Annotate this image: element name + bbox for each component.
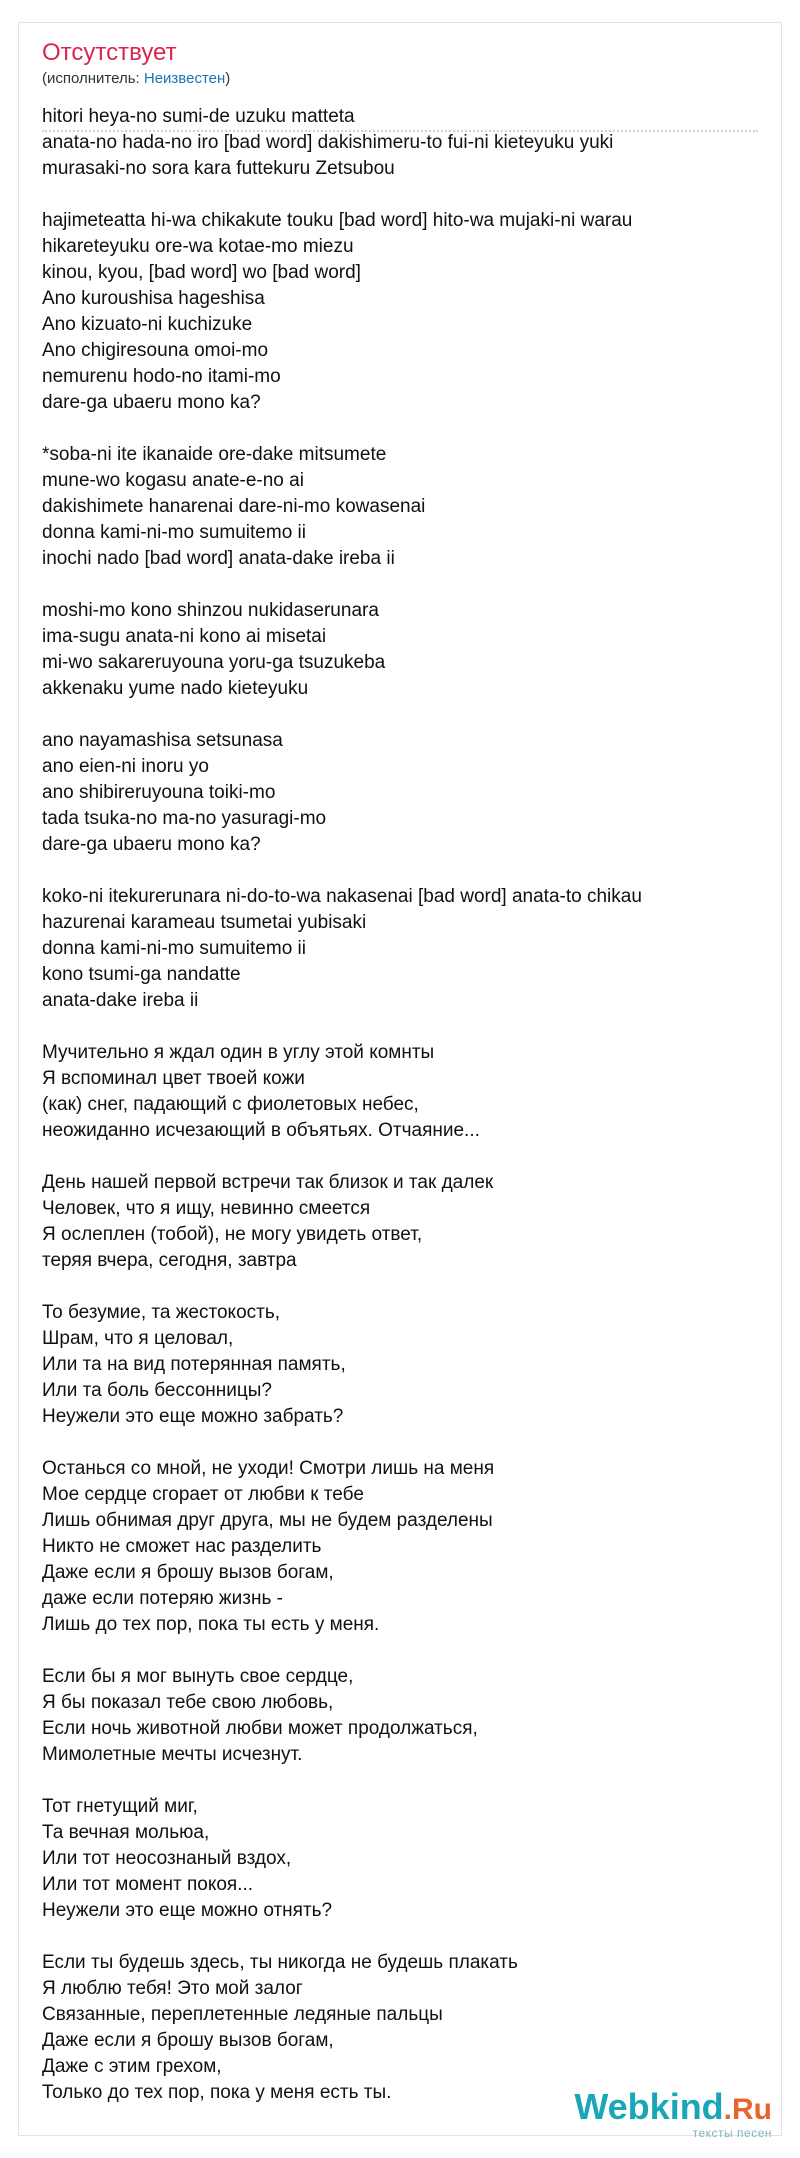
lyrics-blank-line [42,416,762,442]
lyrics-line: akkenaku yume nado kieteyuku [42,678,309,699]
artist-suffix: ) [225,70,231,87]
lyrics-line: Мучительно я ждал один в углу этой комнты [42,1042,435,1063]
lyrics-line: ima-sugu anata-ni kono ai misetai [42,626,327,647]
lyrics-line: mi-wo sakareruyouna yoru-ga tsuzukeba [42,652,386,673]
lyrics-line: Или тот неосознаный вздох, [42,1848,292,1869]
lyrics-line: inochi nado [bad word] anata-dake ireba ii [42,548,395,569]
lyrics-line: kinou, kyou, [bad word] wo [bad word] [42,262,361,283]
lyrics-line: Лишь до тех пор, пока ты есть у меня. [42,1614,380,1635]
lyrics-line: Я вспоминал цвет твоей кожи [42,1068,305,1089]
lyrics-line: Ano kuroushisa hageshisa [42,288,265,309]
lyrics-blank-line [42,1768,762,1794]
lyrics-line: Если ты будешь здесь, ты никогда не будешь плакать [42,1952,518,1973]
lyrics-line: Ano chigiresouna omoi-mo [42,340,269,361]
artist-prefix: (исполнитель: [42,70,144,87]
lyrics-line: Даже если я брошу вызов богам, [42,1562,334,1583]
lyrics-line: tada tsuka-no ma-no yasuragi-mo [42,808,327,829]
logo-domain: .Ru [723,2093,772,2126]
lyrics-line: Лишь обнимая друг друга, мы не будем разделены [42,1510,493,1531]
lyrics-line: hazurenai karameau tsumetai yubisaki [42,912,367,933]
lyrics-line: (как) снег, падающий с фиолетовых небес, [42,1094,419,1115]
lyrics-line: теряя вчера, сегодня, завтра [42,1250,297,1271]
lyrics-line: Если ночь животной любви может продолжаться, [42,1718,478,1739]
lyrics-blank-line [42,1014,762,1040]
song-title: Отсутствует [42,39,177,66]
lyrics-line: mune-wo kogasu anate-e-no ai [42,470,304,491]
lyrics-line: Никто не сможет нас разделить [42,1536,322,1557]
lyrics-line: ano nayamashisa setsunasa [42,730,283,751]
lyrics-line: hajimeteatta hi-wa chikakute touku [bad word] hito-wa mujaki-ni warau [42,210,633,231]
lyrics-line: День нашей первой встречи так близок и так далек [42,1172,494,1193]
lyrics-blank-line [42,572,762,598]
lyrics-text [42,104,762,2106]
logo-tagline: тексты песен [692,2126,772,2140]
lyrics-line: Я люблю тебя! Это мой залог [42,1978,303,1999]
lyrics-line: dakishimete hanarenai dare-ni-mo kowasenai [42,496,426,517]
lyrics-line: dare-ga ubaeru mono ka? [42,834,261,855]
lyrics-blank-line [42,1274,762,1300]
song-header [42,38,758,88]
lyrics-line: Только до тех пор, пока у меня есть ты. [42,2082,392,2103]
lyrics-line: ano eien-ni inoru yo [42,756,209,777]
lyrics-line: Мимолетные мечты исчезнут. [42,1744,303,1765]
lyrics-line: Даже если я брошу вызов богам, [42,2030,334,2051]
lyrics-line: То безумие, та жестокость, [42,1302,281,1323]
lyrics-line: Или тот момент покоя... [42,1874,254,1895]
lyrics-line: Человек, что я ищу, невинно смеется [42,1198,371,1219]
lyrics-line: anata-no hada-no iro [bad word] dakishimeru-to fui-ni kieteyuku yuki [42,132,614,153]
logo-wordmark [574,2086,772,2128]
lyrics-line: ano shibireruyouna toiki-mo [42,782,276,803]
lyrics-blank-line [42,858,762,884]
artist-line [42,70,758,88]
lyrics-line: даже если потеряю жизнь - [42,1588,283,1609]
lyrics-line: donna kami-ni-mo sumuitemo ii [42,938,306,959]
lyrics-blank-line [42,702,762,728]
lyrics-line: неожиданно исчезающий в объятьях. Отчаяние... [42,1120,480,1141]
lyrics-line: Та вечная мольюа, [42,1822,210,1843]
lyrics-line: hikareteyuku ore-wa kotae-mo miezu [42,236,354,257]
lyrics-line: Или та боль бессонницы? [42,1380,272,1401]
logo-main-text: Webkind [574,2086,724,2127]
lyrics-line: nemurenu hodo-no itami-mo [42,366,281,387]
lyrics-line: kono tsumi-ga nandatte [42,964,241,985]
site-logo[interactable] [574,2086,772,2140]
lyrics-line: koko-ni itekurerunara ni-do-to-wa nakasenai [bad word] anata-to chikau [42,886,642,907]
lyrics-line: moshi-mo kono shinzou nukidaserunara [42,600,379,621]
lyrics-line: donna kami-ni-mo sumuitemo ii [42,522,306,543]
lyrics-line: Шрам, что я целовал, [42,1328,234,1349]
lyrics-line: Ano kizuato-ni kuchizuke [42,314,253,335]
lyrics-blank-line [42,182,762,208]
lyrics-line: Если бы я мог вынуть свое сердце, [42,1666,354,1687]
lyrics-blank-line [42,1144,762,1170]
lyrics-blank-line [42,1924,762,1950]
artist-link[interactable]: Неизвестен [143,70,226,87]
lyrics-line: Останься со мной, не уходи! Смотри лишь на меня [42,1458,495,1479]
lyrics-blank-line [42,1638,762,1664]
lyrics-blank-line [42,1430,762,1456]
lyrics-line: murasaki-no sora kara futtekuru Zetsubou [42,158,395,179]
lyrics-line: *soba-ni ite ikanaide ore-dake mitsumete [42,444,387,465]
lyrics-line: hitori heya-no sumi-de uzuku matteta [42,106,355,127]
lyrics-line: anata-dake ireba ii [42,990,199,1011]
lyrics-line: Мое сердце сгорает от любви к тебе [42,1484,364,1505]
lyrics-line: dare-ga ubaeru mono ka? [42,392,261,413]
lyrics-line: Связанные, переплетенные ледяные пальцы [42,2004,443,2025]
lyrics-line: Я бы показал тебе свою любовь, [42,1692,334,1713]
lyrics-line: Или та на вид потерянная память, [42,1354,346,1375]
lyrics-line: Даже с этим грехом, [42,2056,222,2077]
lyrics-line: Неужели это еще можно отнять? [42,1900,333,1921]
lyrics-line: Тот гнетущий миг, [42,1796,198,1817]
lyrics-line: Неужели это еще можно забрать? [42,1406,344,1427]
lyrics-line: Я ослеплен (тобой), не могу увидеть ответ, [42,1224,423,1245]
